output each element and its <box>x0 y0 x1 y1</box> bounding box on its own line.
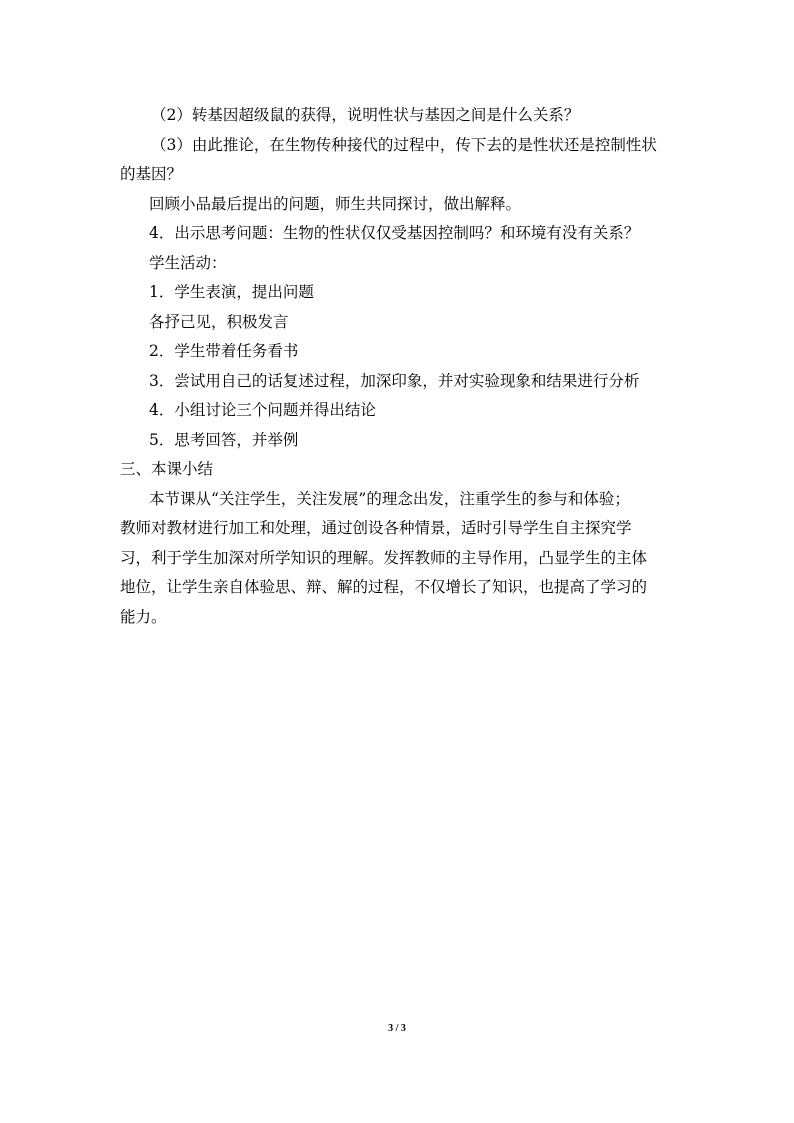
activity-item-4: 4．小组讨论三个问题并得出结论 <box>149 401 376 419</box>
activity-item-2: 2．学生带着任务看书 <box>149 342 299 360</box>
review-line: 回顾小品最后提出的问题，师生共同探讨，做出解释。 <box>149 194 522 213</box>
activity-item-1-detail: 各抒己见，积极发言 <box>149 312 289 331</box>
activity-item-3: 3．尝试用自己的话复述过程，加深印象，并对实验现象和结果进行分析 <box>149 371 640 390</box>
document-body <box>120 101 680 632</box>
activity-item-1: 1．学生表演，提出问题 <box>149 283 314 301</box>
activity-item-5: 5．思考回答，并举例 <box>149 430 299 449</box>
section-heading-summary: 三、本课小结 <box>120 460 214 478</box>
summary-line-3: 习，利于学生加深对所学知识的理解。发挥教师的主导作用，凸显学生的主体 <box>120 548 648 567</box>
question-2-line: （2）转基因超级鼠的获得，说明性状与基因之间是什么关系？ <box>151 106 580 124</box>
summary-line-4: 地位，让学生亲自体验思、辩、解的过程，不仅增长了知识，也提高了学习的 <box>120 578 648 596</box>
student-activity-heading: 学生活动： <box>149 253 227 272</box>
summary-line-5: 能力。 <box>120 607 167 626</box>
question-3-line: （3）由此推论，在生物传种接代的过程中，传下去的是性状还是控制性状 <box>151 135 657 154</box>
summary-line-2: 教师对教材进行加工和处理，通过创设各种情景，适时引导学生自主探究学 <box>120 519 632 537</box>
thinking-question-line: 4．出示思考问题：生物的性状仅仅受基因控制吗？和环境有没有关系？ <box>149 224 640 242</box>
question-3-continuation: 的基因？ <box>120 165 183 183</box>
summary-line-1: 本节课从“关注学生，关注发展”的理念出发，注重学生的参与和体验； <box>149 489 630 508</box>
page-number: 3 / 3 <box>388 1023 406 1034</box>
